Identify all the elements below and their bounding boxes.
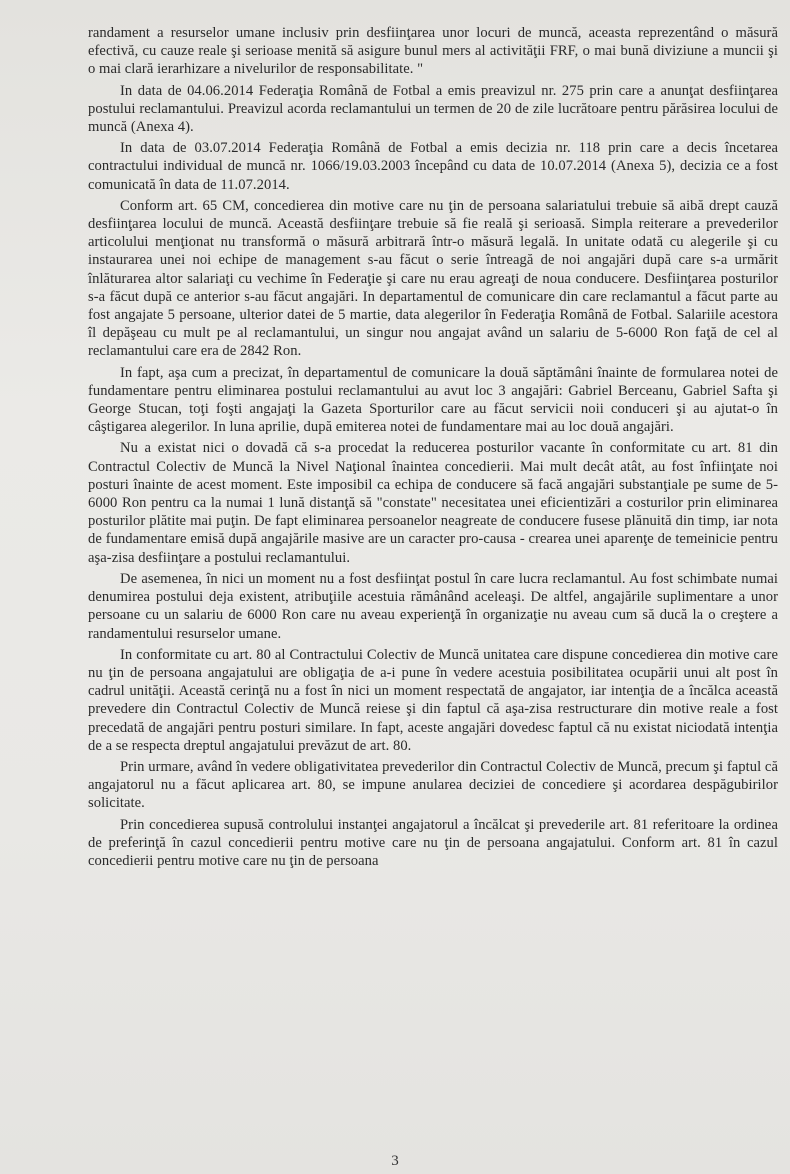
paragraph-ordine-preferinta: Prin concedierea supusă controlului instanţei angajatorul a încălcat şi prevederile art. 81 referitoare la ordinea de preferinţă în cazul concedierii pentru motive care nu ţin de persoana angajatului. Conform art. 81 în cazul concedierii pentru motive care nu ţin de persoana <box>88 816 778 869</box>
document-body <box>88 24 778 873</box>
paragraph-angajari: In fapt, aşa cum a precizat, în departamentul de comunicare la două săptămâni înainte de formularea notei de fundamentare pentru eliminarea postului reclamantului au avut loc 3 angajări: Gabriel Berceanu, Gabriel Safta şi George Stucan, toţi foşti angajaţi la Gazeta Sporturilor care au făcut servicii noii conduceri şi au ajutat-o în câştigarea alegerilor. In luna aprilie, după emiterea notei de fundamentare mai au loc două angajări. <box>88 364 778 436</box>
paragraph-denumire-post: De asemenea, în nici un moment nu a fost desfiinţat postul în care lucra reclamantul. Au fost schimbate numai denumirea postului deja existent, atribuţiile acestuia rămânând aceleaşi. De altfel, angajările suplimentare a unor persoane cu un salariu de 6000 Ron care nu aveau experienţă în organizaţie nu aveau cum să ducă la o creştere a randamentului resurselor umane. <box>88 570 778 642</box>
paragraph-decizie: In data de 03.07.2014 Federaţia Română de Fotbal a emis decizia nr. 118 prin care a decis încetarea contractului individual de muncă nr. 1066/19.03.2003 începând cu data de 10.07.2014 (Anexa 5), decizia ce a fost comunicată în data de 11.07.2014. <box>88 140 778 193</box>
page-number: 3 <box>391 1153 399 1169</box>
paragraph-continuation: randament a resurselor umane inclusiv prin desfiinţarea unor locuri de muncă, aceasta reprezentând o măsură efectivă, cu cauze reale şi serioase menită să asigure bunul mers al activităţii FRF, o mai bună diviziune a muncii şi o mai clară ierarhizare a nivelurilor de responsabilitate. " <box>88 25 778 78</box>
paragraph-art-81-posturi: Nu a existat nici o dovadă că s-a procedat la reducerea posturilor vacante în conformitate cu art. 81 din Contractul Colectiv de Muncă la Nivel Naţional înaintea concedierii. Mai mult decât atât, au fost înfiinţate noi posturi înainte de acest moment. Este imposibil ca echipa de conducere să facă angajări substanţiale pe sume de 5-6000 Ron pentru ca la numai 1 lună distanţă să "constate" necesitatea unei eficientizări a costurilor prin eliminarea posturilor plătite mai puţin. De fapt eliminarea persoanelor neagreate de conducere fusese plănuită din timp, iar nota de fundamentare emisă după angajările masive are un caracter pro-causa - crearea unei aparenţe de temeinicie pentru aşa-zisa desfiinţare a postului reclamantului. <box>88 440 778 566</box>
paragraph-art-65: Conform art. 65 CM, concedierea din motive care nu ţin de persoana salariatului trebuie să aibă drept cauză desfiinţarea locului de muncă. Această desfiinţare trebuie să fie reală şi serioasă. Simpla reiterare a prevederilor articolului menţionat nu transformă o măsură arbitrară într-o măsură legală. In unitate odată cu alegerile şi cu instaurarea unei noi echipe de management s-au făcut o serie întreagă de noi angajări după care s-a urmărit înlăturarea altor salariaţi cu vechime în Federaţie şi care nu erau agreaţi de noua conducere. Desfiinţarea posturilor s-a făcut după ce anterior s-au făcut angajări. In departamentul de comunicare din care reclamantul a făcut parte au fost angajate 5 persoane, ulterior datei de 5 martie, data alegerilor în Federaţia Română de Fotbal. Salariile acestora îl depăşeau cu mult pe al reclamantului, un singur nou angajat având un salariu de 5-6000 Ron faţă de cel al reclamantului care era de 2842 Ron. <box>88 197 778 360</box>
paragraph-art-80: In conformitate cu art. 80 al Contractului Colectiv de Muncă unitatea care dispune concedierea din motive care nu ţin de persoana angajatului are obligaţia de a-i pune în vedere acestuia posibilitatea ocupării unui alt post în cadrul unităţii. Această cerinţă nu a fost în nici un moment respectată de angajator, iar intenţia de a încălca această prevedere din Contractul Colectiv de Muncă reiese şi din faptul că aşa-zisa restructurare din motive reale a fost precedată de angajări pentru posturi similare. In fapt, aceste angajări dovedesc faptul că nu existat niciodată intenţia de a se respecta dreptul angajatului prevăzut de art. 80. <box>88 646 778 754</box>
paragraph-concluzie: Prin urmare, având în vedere obligativitatea prevederilor din Contractul Colectiv de Muncă, precum şi faptul că angajatorul nu a făcut aplicarea art. 80, se impune anularea deciziei de concediere şi acordarea despăgubirilor solicitate. <box>88 758 778 812</box>
paragraph-preaviz: In data de 04.06.2014 Federaţia Română de Fotbal a emis preavizul nr. 275 prin care a anunţat desfiinţarea postului reclamantului. Preavizul acorda reclamantului un termen de 20 de zile lucrătoare pentru părăsirea locului de muncă (Anexa 4). <box>88 82 778 136</box>
